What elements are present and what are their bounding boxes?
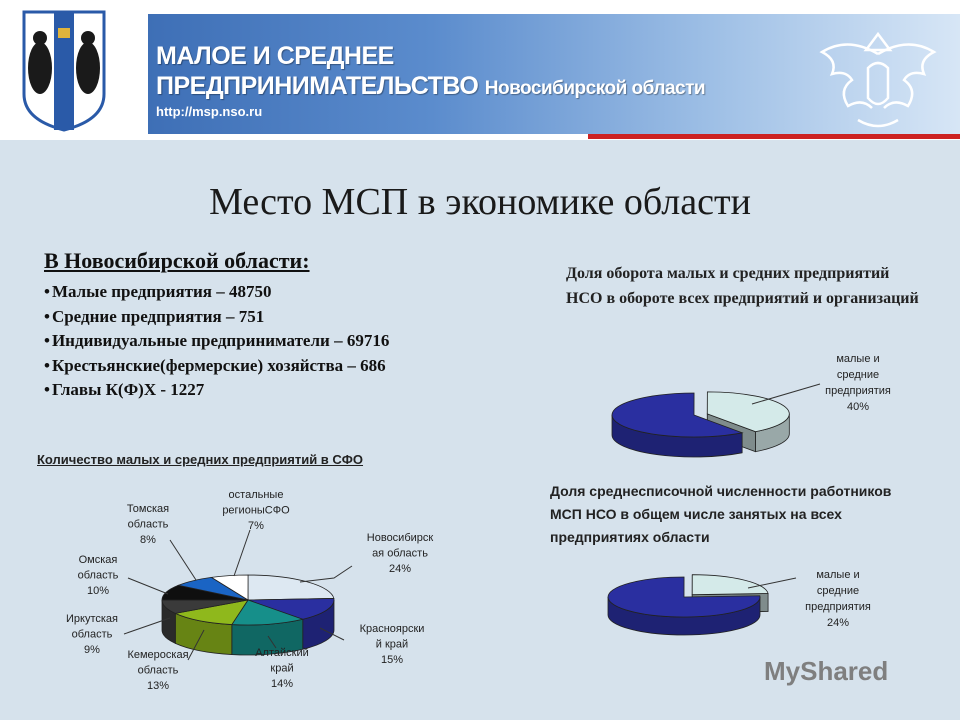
- workers-pie-chart: [608, 569, 871, 635]
- data-label: малые и средние предприятия 24%: [805, 569, 871, 629]
- watermark-text: MyShared: [764, 656, 889, 686]
- leader-line: [234, 530, 250, 576]
- leader-line: [128, 578, 168, 594]
- leader-line: [752, 384, 820, 404]
- banner-title-line1: МАЛОЕ И СРЕДНЕЕ: [156, 42, 394, 70]
- data-label: Кемероская область 13%: [127, 649, 189, 692]
- stat-label: Средние предприятия – 751: [51, 306, 265, 326]
- bullet-icon: •: [44, 331, 50, 350]
- sfo-chart-title: Количество малых и средних предприятий в СФО: [37, 452, 364, 467]
- data-label: Алтайский край 14%: [255, 647, 309, 690]
- bullet-icon: •: [44, 306, 50, 326]
- banner-title-region: Новосибирской области: [484, 78, 706, 99]
- turnover-chart-title: Доля оборота малых и средних предприятий НСО в обороте всех предприятий и организаций: [566, 265, 919, 307]
- leader-line: [300, 566, 352, 582]
- stat-label: Индивидуальные предприниматели – 69716: [51, 331, 390, 350]
- data-label: остальные регионыСФО 7%: [222, 489, 290, 532]
- turnover-pie-chart: [612, 353, 891, 457]
- data-label: Томская область 8%: [126, 503, 170, 546]
- stat-label: Малые предприятия – 48750: [51, 282, 272, 301]
- data-label: Красноярски й край 15%: [359, 623, 425, 666]
- leader-line: [170, 540, 196, 580]
- stat-label: Главы К(Ф)Х - 1227: [51, 380, 205, 399]
- stat-label: Крестьянские(фермерские) хозяйства – 686: [51, 355, 386, 375]
- pie-slice: [248, 575, 334, 600]
- bullet-icon: •: [44, 380, 50, 399]
- leader-line: [748, 578, 796, 588]
- data-label: Новосибирск ая область 24%: [366, 532, 434, 575]
- stats-heading: В Новосибирской области:: [44, 248, 310, 273]
- data-label: Иркутская область 9%: [65, 613, 119, 656]
- banner-url-link[interactable]: http://msp.nso.ru: [156, 104, 263, 119]
- slide-title: Место МСП в экономике области: [209, 181, 751, 223]
- bullet-icon: •: [44, 282, 50, 301]
- pie-slice: [692, 575, 768, 595]
- sfo-pie-chart: [66, 489, 433, 692]
- banner-title-program: ПРЕДПРИНИМАТЕЛЬСТВО: [156, 72, 479, 100]
- data-label: Омская область 10%: [77, 554, 119, 597]
- bullet-icon: •: [44, 355, 50, 375]
- workers-chart-title: Доля среднесписочной численности работников МСП НСО в общем числе занятых на всех предприятиях области: [550, 483, 892, 545]
- data-label: малые и средние предприятия 40%: [825, 353, 891, 413]
